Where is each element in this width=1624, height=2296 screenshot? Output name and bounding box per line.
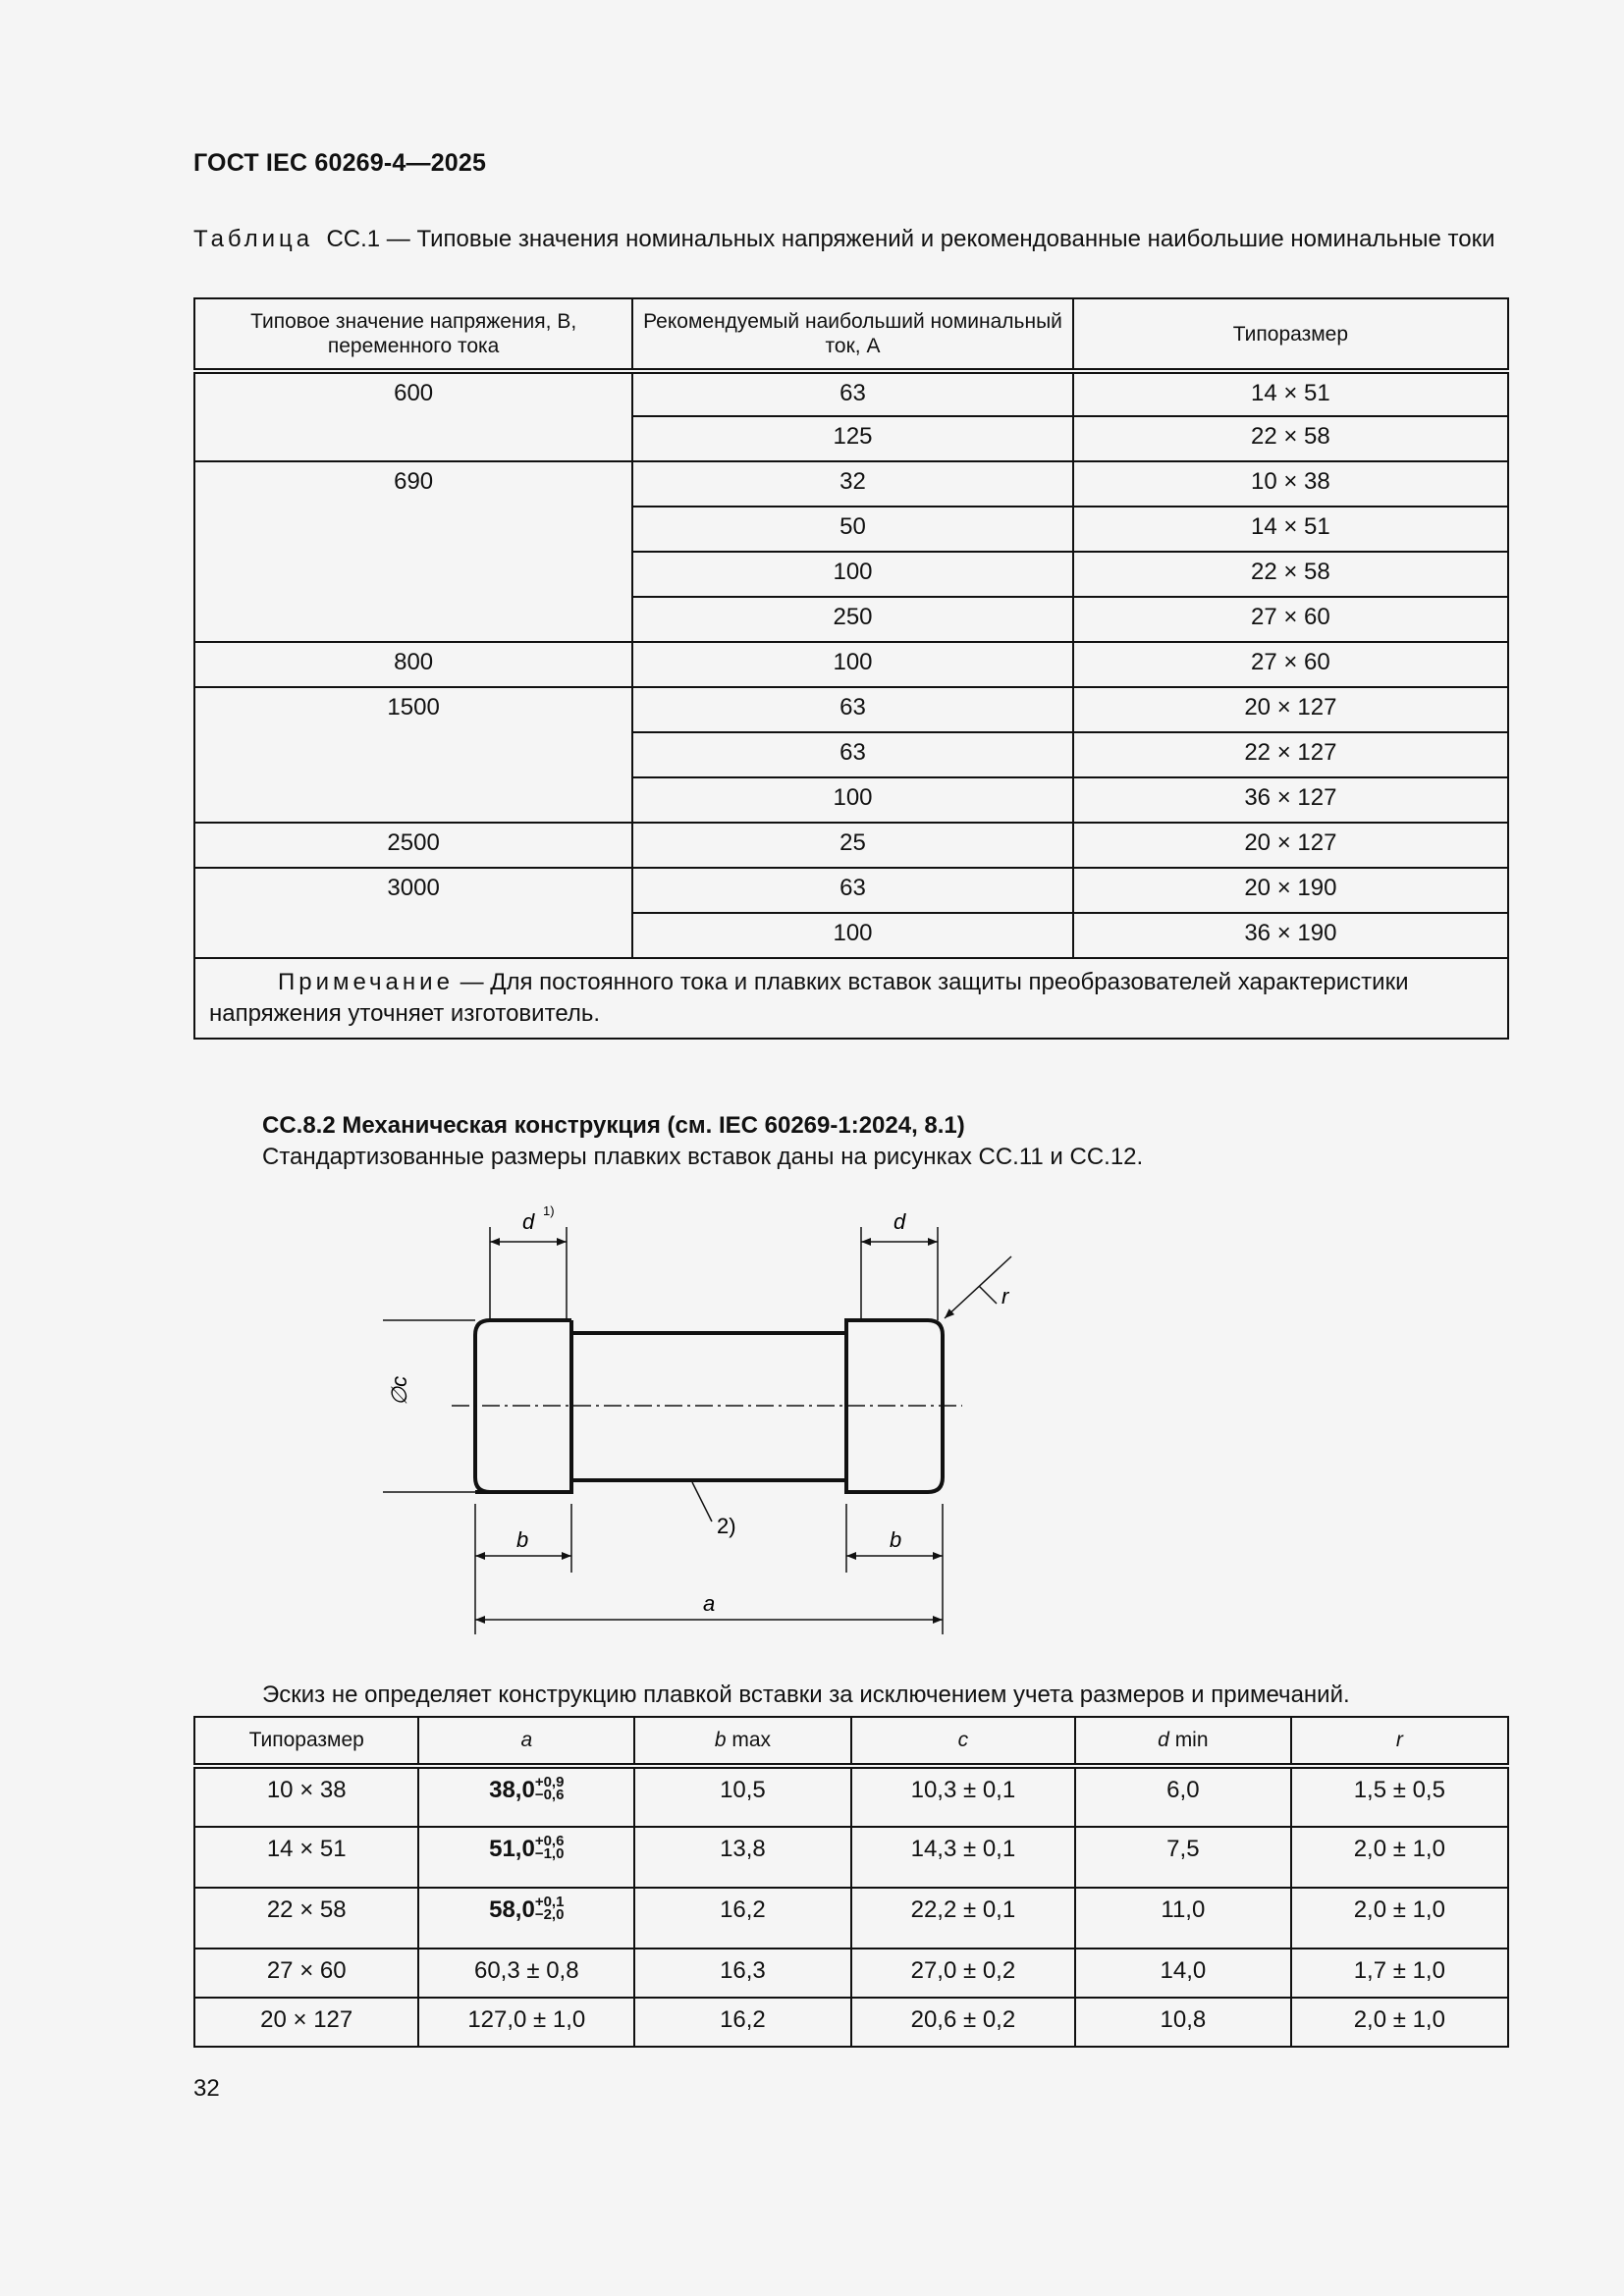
- a-upper-tolerance: +0,1: [534, 1893, 565, 1910]
- c-cell: 14,3 ± 0,1: [851, 1827, 1075, 1888]
- section-text: Стандартизованные размеры плавких вставок даны на рисунках CC.11 и CC.12.: [262, 1144, 1144, 1170]
- voltage-cell: 1500: [194, 687, 632, 823]
- sketch-note: Эскиз не определяет конструкцию плавкой вставки за исключением учета размеров и примечаний.: [262, 1682, 1350, 1708]
- table-row: [194, 1827, 1508, 1888]
- a-lower-tolerance: −2,0: [534, 1905, 565, 1923]
- dimension-d-right: [861, 1227, 938, 1320]
- a-base-value: 38,0: [489, 1777, 535, 1803]
- a-base-value: 51,0: [489, 1836, 535, 1862]
- d-cell: 10,8: [1075, 1998, 1291, 2047]
- size-cell: 22 × 58: [1073, 416, 1508, 461]
- size-cell: 27 × 60: [1073, 642, 1508, 687]
- label-note-2: 2): [717, 1514, 736, 1538]
- fuse-dimension-drawing: [387, 1188, 1178, 1649]
- c-cell: 10,3 ± 0,1: [851, 1766, 1075, 1827]
- b-cell: 16,2: [634, 1888, 851, 1949]
- c-cell: 22,2 ± 0,1: [851, 1888, 1075, 1949]
- header-b-variable: b: [714, 1729, 727, 1751]
- d-cell: 7,5: [1075, 1827, 1291, 1888]
- size-cell: 10 × 38: [1073, 461, 1508, 507]
- current-cell: 63: [632, 371, 1073, 416]
- b-cell: 13,8: [634, 1827, 851, 1888]
- b-cell: 10,5: [634, 1766, 851, 1827]
- size-cell: 14 × 51: [194, 1827, 418, 1888]
- current-cell: 250: [632, 597, 1073, 642]
- a-cell: [418, 1827, 634, 1888]
- note-2-leader: [692, 1482, 712, 1522]
- column-header-r: r: [1291, 1717, 1508, 1766]
- table-row: [194, 687, 1508, 732]
- d-cell: 14,0: [1075, 1949, 1291, 1998]
- note-text: — Для постоянного тока и плавких вставок защиты преобразователей характеристики напряжения уточняет изготовитель.: [209, 969, 1409, 1027]
- a-base-value: 58,0: [489, 1896, 535, 1923]
- size-cell: 10 × 38: [194, 1766, 418, 1827]
- current-cell: 63: [632, 732, 1073, 777]
- c-cell: 27,0 ± 0,2: [851, 1949, 1075, 1998]
- column-header-c: c: [851, 1717, 1075, 1766]
- c-cell: 20,6 ± 0,2: [851, 1998, 1075, 2047]
- label-d-left: d: [522, 1209, 535, 1234]
- column-header-voltage: Типовое значение напряжения, В, переменного тока: [194, 298, 632, 371]
- current-cell: 32: [632, 461, 1073, 507]
- header-d-variable: d: [1158, 1729, 1169, 1751]
- label-d-left-superscript: 1): [543, 1203, 555, 1218]
- fuse-barrel: [571, 1333, 846, 1480]
- size-cell: 20 × 127: [1073, 823, 1508, 868]
- r-cell: 1,7 ± 1,0: [1291, 1949, 1508, 1998]
- section-heading: CC.8.2 Механическая конструкция (см. IEC 60269-1:2024, 8.1): [262, 1112, 965, 1139]
- size-cell: 20 × 127: [194, 1998, 418, 2047]
- column-header-size: Типоразмер: [194, 1717, 418, 1766]
- b-cell: 16,2: [634, 1998, 851, 2047]
- a-upper-tolerance: +0,6: [534, 1832, 565, 1849]
- table-caption: [193, 224, 1509, 254]
- current-cell: 125: [632, 416, 1073, 461]
- header-d-suffix: min: [1168, 1729, 1209, 1751]
- table-row: [194, 371, 1508, 416]
- a-cell: 60,3 ± 0,8: [418, 1949, 634, 1998]
- a-cell: [418, 1888, 634, 1949]
- table-row: [194, 868, 1508, 913]
- size-cell: 22 × 127: [1073, 732, 1508, 777]
- size-cell: 14 × 51: [1073, 371, 1508, 416]
- table-row: [194, 823, 1508, 868]
- size-cell: 22 × 58: [194, 1888, 418, 1949]
- dimensions-table: [193, 1716, 1509, 2048]
- column-header-current: Рекомендуемый наибольший номинальный ток, А: [632, 298, 1073, 371]
- note-label: Примечание: [278, 969, 454, 995]
- document-title: ГОСТ IEC 60269-4—2025: [193, 149, 487, 177]
- voltage-cell: 3000: [194, 868, 632, 958]
- column-header-size: Типоразмер: [1073, 298, 1508, 371]
- current-cell: 100: [632, 552, 1073, 597]
- a-upper-tolerance: +0,9: [534, 1773, 565, 1790]
- voltage-cell: 800: [194, 642, 632, 687]
- r-cell: 2,0 ± 1,0: [1291, 1998, 1508, 2047]
- voltage-cell: 600: [194, 371, 632, 461]
- d-cell: 6,0: [1075, 1766, 1291, 1827]
- label-c: ∅c: [387, 1375, 411, 1406]
- voltage-current-table: [193, 297, 1509, 1040]
- table-row: [194, 642, 1508, 687]
- size-cell: 27 × 60: [194, 1949, 418, 1998]
- table-note: [194, 958, 1508, 1039]
- dimension-d-left: [490, 1227, 567, 1320]
- table-row: [194, 461, 1508, 507]
- table-note-row: [194, 958, 1508, 1039]
- r-cell: 2,0 ± 1,0: [1291, 1827, 1508, 1888]
- r-cell: 2,0 ± 1,0: [1291, 1888, 1508, 1949]
- current-cell: 100: [632, 777, 1073, 823]
- table-row: [194, 1998, 1508, 2047]
- page-number: 32: [193, 2075, 220, 2102]
- current-cell: 100: [632, 913, 1073, 958]
- header-b-suffix: max: [726, 1729, 772, 1751]
- size-cell: 27 × 60: [1073, 597, 1508, 642]
- current-cell: 25: [632, 823, 1073, 868]
- table-caption-text: CC.1 — Типовые значения номинальных напряжений и рекомендованные наибольшие номинальные токи: [326, 226, 1495, 252]
- label-r: r: [1001, 1284, 1009, 1308]
- a-cell: [418, 1766, 634, 1827]
- size-cell: 14 × 51: [1073, 507, 1508, 552]
- column-header-a: a: [418, 1717, 634, 1766]
- column-header-b-max: [634, 1717, 851, 1766]
- voltage-cell: 2500: [194, 823, 632, 868]
- table-caption-prefix: Таблица: [193, 226, 314, 252]
- label-a: a: [703, 1591, 716, 1616]
- label-b-right: b: [890, 1527, 902, 1552]
- voltage-cell: 690: [194, 461, 632, 642]
- label-d-right: d: [893, 1209, 906, 1234]
- table-row: [194, 1949, 1508, 1998]
- size-cell: 22 × 58: [1073, 552, 1508, 597]
- table-row: [194, 1888, 1508, 1949]
- d-cell: 11,0: [1075, 1888, 1291, 1949]
- size-cell: 36 × 127: [1073, 777, 1508, 823]
- current-cell: 100: [632, 642, 1073, 687]
- current-cell: 63: [632, 868, 1073, 913]
- table-row: [194, 1766, 1508, 1827]
- r-cell: 1,5 ± 0,5: [1291, 1766, 1508, 1827]
- current-cell: 50: [632, 507, 1073, 552]
- current-cell: 63: [632, 687, 1073, 732]
- a-lower-tolerance: −0,6: [534, 1786, 565, 1803]
- a-cell: 127,0 ± 1,0: [418, 1998, 634, 2047]
- size-cell: 20 × 127: [1073, 687, 1508, 732]
- size-cell: 36 × 190: [1073, 913, 1508, 958]
- column-header-d-min: [1075, 1717, 1291, 1766]
- b-cell: 16,3: [634, 1949, 851, 1998]
- label-b-left: b: [516, 1527, 529, 1552]
- a-lower-tolerance: −1,0: [534, 1844, 565, 1862]
- size-cell: 20 × 190: [1073, 868, 1508, 913]
